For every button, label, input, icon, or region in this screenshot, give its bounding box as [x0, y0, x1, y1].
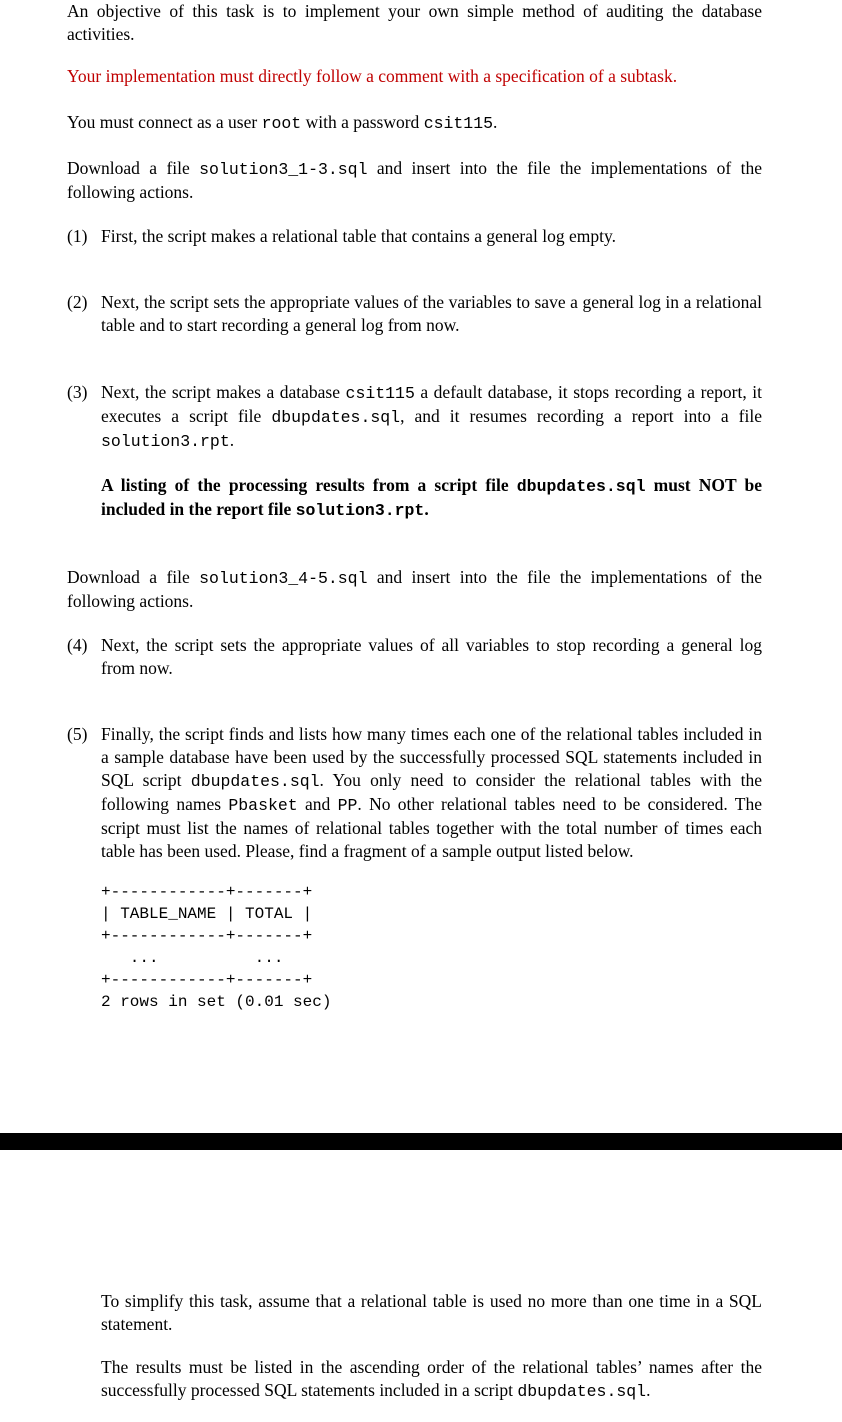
- step-4-text: Next, the script sets the appropriate values of all variables to stop recording a general log from now.: [101, 635, 762, 678]
- connect-paragraph: [67, 111, 762, 135]
- step-5-part3: and: [297, 794, 338, 814]
- note-part3: .: [424, 499, 429, 519]
- download2-suffix: and insert into the file the implementations of the following actions.: [67, 567, 762, 611]
- warning-paragraph: Your implementation must directly follow a comment with a specification of a subtask.: [67, 66, 678, 86]
- sample-border-bottom: +------------+-------+: [101, 971, 313, 989]
- step-3-part4: .: [229, 430, 235, 450]
- step-5-number: (5): [67, 724, 88, 744]
- step-3-text: [101, 381, 762, 453]
- step-5: [67, 723, 762, 863]
- step-5-table2: PP: [337, 796, 358, 815]
- connect-prefix: You must connect as a user: [67, 112, 262, 132]
- sample-header: | TABLE_NAME | TOTAL |: [101, 905, 313, 923]
- order-paragraph: [101, 1356, 762, 1403]
- step-3: [67, 381, 762, 453]
- step-3-part3: , and it resumes recording a report into a file: [400, 406, 762, 426]
- step-3-part2: a default database, it stops recording a report, it executes a script file: [101, 382, 762, 426]
- download1-file: solution3_1-3.sql: [199, 160, 368, 179]
- order-script: dbupdates.sql: [517, 1382, 647, 1401]
- step-5-script: dbupdates.sql: [190, 772, 320, 791]
- assume-paragraph: To simplify this task, assume that a relational table is used no more than one time in a SQL statement.: [101, 1291, 762, 1334]
- note-report: solution3.rpt: [295, 501, 425, 520]
- step-1: [67, 225, 762, 248]
- step-3-part1: Next, the script makes a database: [101, 382, 346, 402]
- download2-prefix: Download a file: [67, 567, 200, 587]
- connect-password: csit115: [423, 114, 493, 133]
- note-part1: A listing of the processing results from a script file: [101, 475, 517, 495]
- page-separator-bar: [0, 1133, 842, 1150]
- download1-paragraph: [67, 157, 762, 204]
- step-4-number: (4): [67, 635, 88, 655]
- step-3-number: (3): [67, 382, 88, 402]
- step-3-script: dbupdates.sql: [271, 408, 401, 427]
- step-2: [67, 291, 762, 337]
- step-3-database: csit115: [345, 384, 415, 403]
- order-part1: The results must be listed in the ascending order of the relational tables’ names after the successfully processed SQL statements included in a script: [101, 1357, 762, 1400]
- step-5-part4: . No other relational tables need to be considered. The script must list the names of relational tables together with the total number of times each table has been used. Please, find a fragment of a sample output listed below.: [101, 794, 762, 861]
- download1-suffix: and insert into the file the implementations of the following actions.: [67, 158, 762, 202]
- note-script: dbupdates.sql: [516, 477, 646, 496]
- step-5-text: [101, 723, 762, 863]
- step-2-text: Next, the script sets the appropriate values of the variables to save a general log in a relational table and to start recording a general log from now.: [101, 292, 762, 335]
- step-2-number: (2): [67, 292, 88, 312]
- download1-prefix: Download a file: [67, 158, 200, 178]
- step-3-report: solution3.rpt: [101, 432, 230, 451]
- step-5-part1: Finally, the script finds and lists how many times each one of the relational tables included in a sample database have been used by the successfully processed SQL statements included in SQL script: [101, 724, 762, 790]
- sample-border-mid: +------------+-------+: [101, 927, 313, 945]
- step-1-number: (1): [67, 226, 88, 246]
- step-5-table1: Pbasket: [228, 796, 298, 815]
- sample-border-top: +------------+-------+: [101, 883, 313, 901]
- connect-middle: with a password: [301, 112, 424, 132]
- connect-user: root: [261, 114, 302, 133]
- sample-output: [101, 881, 331, 1013]
- note-part2: must NOT be included in the report file: [101, 475, 762, 519]
- download2-file: solution3_4-5.sql: [199, 569, 368, 588]
- sample-footer: 2 rows in set (0.01 sec): [101, 993, 332, 1011]
- step-5-part2: . You only need to consider the relational tables with the following names: [101, 770, 762, 814]
- order-part2: .: [646, 1380, 651, 1400]
- sample-ellipsis: ... ...: [101, 949, 284, 967]
- step-1-text: First, the script makes a relational table that contains a general log empty.: [101, 226, 616, 246]
- intro-paragraph: An objective of this task is to implement your own simple method of auditing the database activities.: [67, 1, 762, 44]
- connect-suffix: .: [493, 112, 498, 132]
- step-4: [67, 634, 762, 680]
- note-paragraph: [101, 474, 762, 522]
- download2-paragraph: [67, 566, 762, 613]
